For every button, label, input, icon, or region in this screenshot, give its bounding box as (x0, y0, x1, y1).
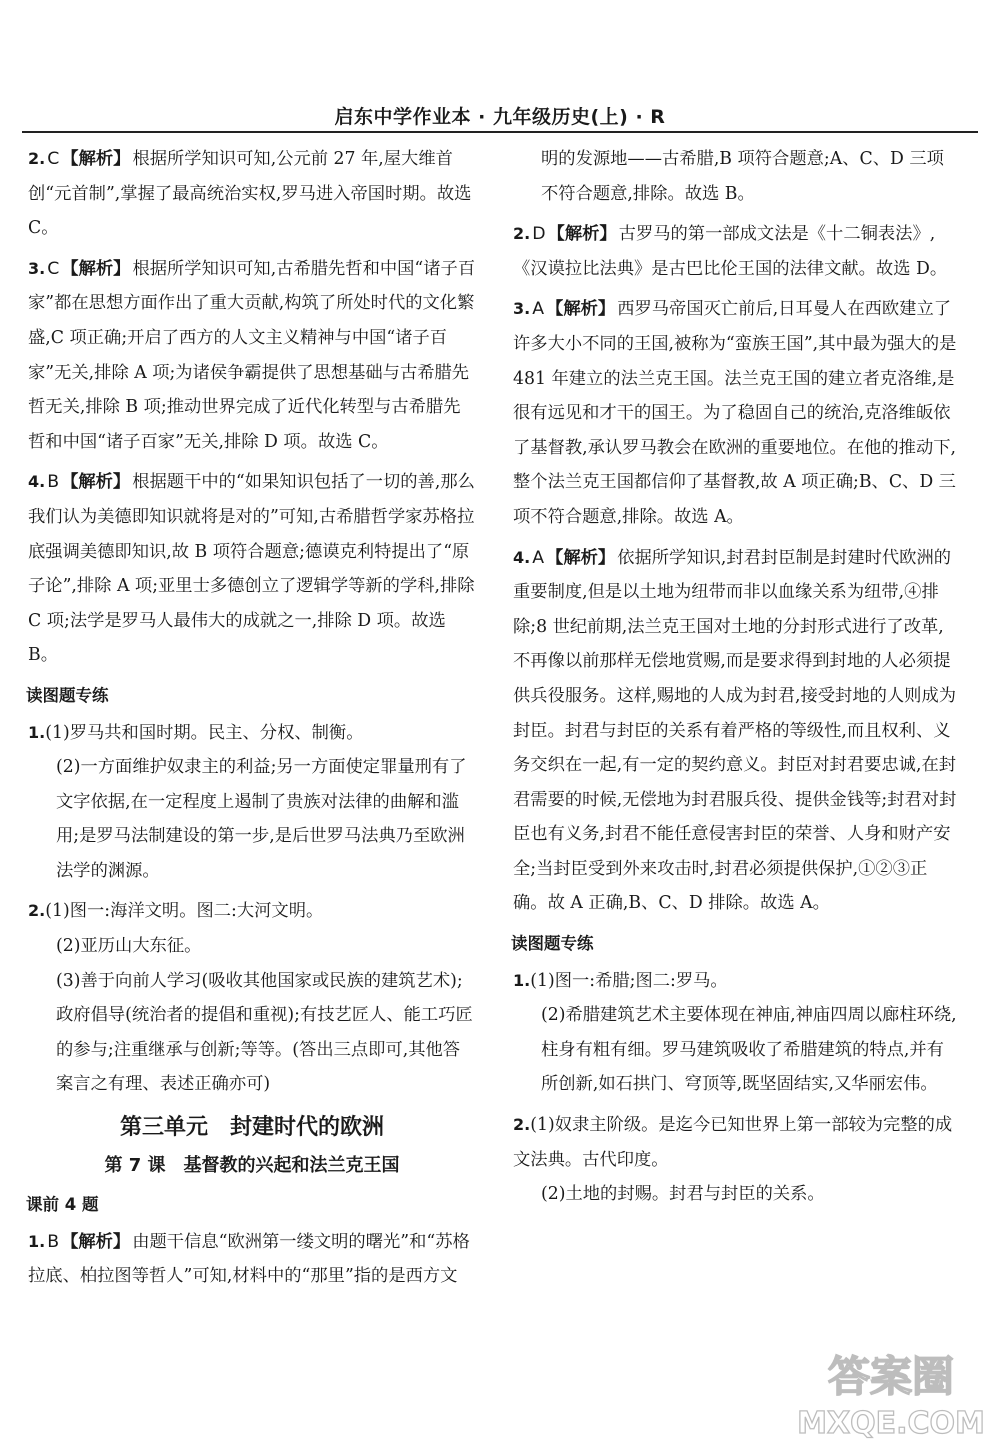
right-column (513, 142, 961, 1218)
answer-letter: B (47, 1231, 60, 1252)
question-number: 1. (28, 722, 46, 742)
analysis-tag: 【解析】 (546, 299, 616, 320)
unit-title: 第三单元 封建时代的欧洲 (119, 1115, 384, 1141)
section-title: 读图题专练 (26, 685, 109, 705)
answer-letter: C (47, 258, 60, 279)
answer-letter: D (532, 224, 546, 245)
answer-part: (1)图一:海洋文明。图二:大河文明。 (45, 901, 324, 922)
analysis-text: 古罗马的第一部成文法是《十二铜表法》,《汉谟拉比法典》是古巴比伦王国的法律文献。故选 D。 (513, 224, 948, 279)
answer-item (513, 292, 961, 534)
answer-item (28, 465, 476, 673)
continued-text: 明的发源地——古希腊,B 项符合题意;A、C、D 三项不符合题意,排除。故选 B。 (541, 149, 944, 204)
section-title: 读图题专练 (511, 934, 594, 954)
page-header: 启东中学作业本 · 九年级历史(上) · R (334, 106, 666, 128)
answer-letter: A (532, 547, 545, 568)
question-number: 4. (513, 547, 531, 567)
answer-part: (1)图一:希腊;图二:罗马。 (530, 970, 728, 991)
question-number: 4. (28, 472, 46, 492)
analysis-tag: 【解析】 (61, 1231, 131, 1252)
answer-item (513, 541, 961, 922)
answer-item (28, 894, 476, 1102)
watermark-logo (796, 1343, 986, 1443)
left-column (28, 142, 476, 1300)
analysis-text: 根据所学知识可知,公元前 27 年,屋大维首创“元首制”,掌握了最高统治实权,罗马进入帝国时期。故选 C。 (28, 149, 472, 239)
answer-letter: A (532, 299, 545, 320)
answer-item (513, 964, 961, 1102)
analysis-tag: 【解析】 (61, 149, 131, 169)
question-number: 3. (28, 258, 46, 278)
answer-part: (2)土地的封赐。封君与封臣的关系。 (541, 1184, 825, 1205)
analysis-text: 由题干信息“欧洲第一缕文明的曙光”和“苏格拉底、柏拉图等哲人”可知,材料中的“那里”指的是西方文 (28, 1231, 470, 1287)
analysis-text: 根据所学知识可知,古希腊先哲和中国“诸子百家”都在思想方面作出了重大贡献,构筑了所处时代的文化繁盛,C 项正确;开启了西方的人文主义精神与中国“诸子百家”无关,排除 A 项;为诸侯争霸提供了思想基础与古希腊先哲无关,排除 B 项;推动世界完成了近代化转型与古希腊先哲和中国“诸子百家”无关,排除 D 项。故选 C。 (28, 258, 476, 452)
watermark-text: 答案圈 (827, 1352, 955, 1401)
answer-letter: B (47, 472, 60, 493)
analysis-tag: 【解析】 (61, 472, 131, 493)
section-title: 课前 4 题 (26, 1195, 99, 1215)
lesson-title: 第 7 课 基督教的兴起和法兰克王国 (104, 1155, 400, 1177)
answer-part: (3)善于向前人学习(吸收其他国家或民族的建筑艺术);政府倡导(统治者的提倡和重视);有技艺匠人、能工巧匠的参与;注重继承与创新;等等。(答出三点即可,其他答案言之有理、表述正确亦可) (56, 970, 473, 1095)
answer-part: (2)希腊建筑艺术主要体现在神庙,神庙四周以廊柱环绕,柱身有粗有细。罗马建筑吸收了希腊建筑的特点,并有所创新,如石拱门、穹顶等,既坚固结实,又华丽宏伟。 (541, 1005, 957, 1095)
answer-item (28, 716, 476, 889)
answer-item (28, 252, 476, 460)
answer-item (28, 142, 476, 246)
analysis-text: 根据题干中的“如果知识包括了一切的善,那么我们认为美德即知识就将是对的”可知,古希腊哲学家苏格拉底强调美德即知识,故 B 项符合题意;德谟克利特提出了“原子论”,排除 A 项;亚里士多德创立了逻辑学等新的学科,排除 C 项;法学是罗马人最伟大的成就之一,排除 D 项。故选 B。 (28, 472, 475, 666)
question-number: 2. (513, 1115, 531, 1135)
answer-part: (1)罗马共和国时期。民主、分权、制衡。 (45, 722, 364, 743)
watermark-url: MXQE.COM (797, 1406, 985, 1441)
question-number: 1. (513, 970, 531, 990)
question-number: 2. (513, 224, 531, 244)
answer-part: (1)奴隶主阶级。是迄今已知世界上第一部较为完整的成文法典。古代印度。 (513, 1115, 953, 1170)
answer-part: (2)亚历山大东征。 (56, 936, 202, 957)
question-number: 2. (28, 149, 46, 168)
analysis-tag: 【解析】 (61, 258, 131, 279)
answer-part: (2)一方面维护奴隶主的利益;另一方面使定罪量刑有了文字依据,在一定程度上遏制了贵族对法律的曲解和滥用;是罗马法制建设的第一步,是后世罗马法典乃至欧洲法学的渊源。 (56, 757, 467, 881)
answer-item (28, 1225, 476, 1294)
question-number: 3. (513, 299, 531, 319)
question-number: 2. (28, 901, 46, 921)
analysis-text: 依据所学知识,封君封臣制是封建时代欧洲的重要制度,但是以土地为纽带而非以血缘关系为纽带,④排除;8 世纪前期,法兰克王国对土地的分封形式进行了改革,不再像以前那样无偿地赏赐,而是要求得到封地的人必须提供兵役服务。这样,赐地的人成为封君,接受封地的人则成为封臣。封君与封臣的关系有着严格的等级性,而且权利、义务交织在一起,有一定的契约意义。封臣对封君要忠诚,在封君需要的时候,无偿地为封君服兵役、提供金钱等;封君对封臣也有义务,封君不能任意侵害封臣的荣誉、人身和财产安全;当封臣受到外来攻击时,封君必须提供保护,①②③正确。故 A 正确,B、C、D 排除。故选 A。 (513, 547, 957, 914)
header-rule (22, 131, 978, 133)
analysis-tag: 【解析】 (547, 224, 617, 245)
answer-letter: C (47, 149, 60, 169)
question-number: 1. (28, 1231, 46, 1251)
analysis-text: 西罗马帝国灭亡前后,日耳曼人在西欧建立了许多大小不同的王国,被称为“蛮族王国”,其中最为强大的是 481 年建立的法兰克王国。法兰克王国的建立者克洛维,是很有远见和才干的国王。为了稳固自己的统治,克洛维皈依了基督教,承认罗马教会在欧洲的重要地位。在他的推动下,整个法兰克王国都信仰了基督教,故 A 项正确;B、C、D 三项不符合题意,排除。故选 A。 (513, 299, 957, 527)
analysis-tag: 【解析】 (546, 547, 616, 568)
answer-item (513, 1108, 961, 1212)
answer-item (513, 217, 961, 286)
